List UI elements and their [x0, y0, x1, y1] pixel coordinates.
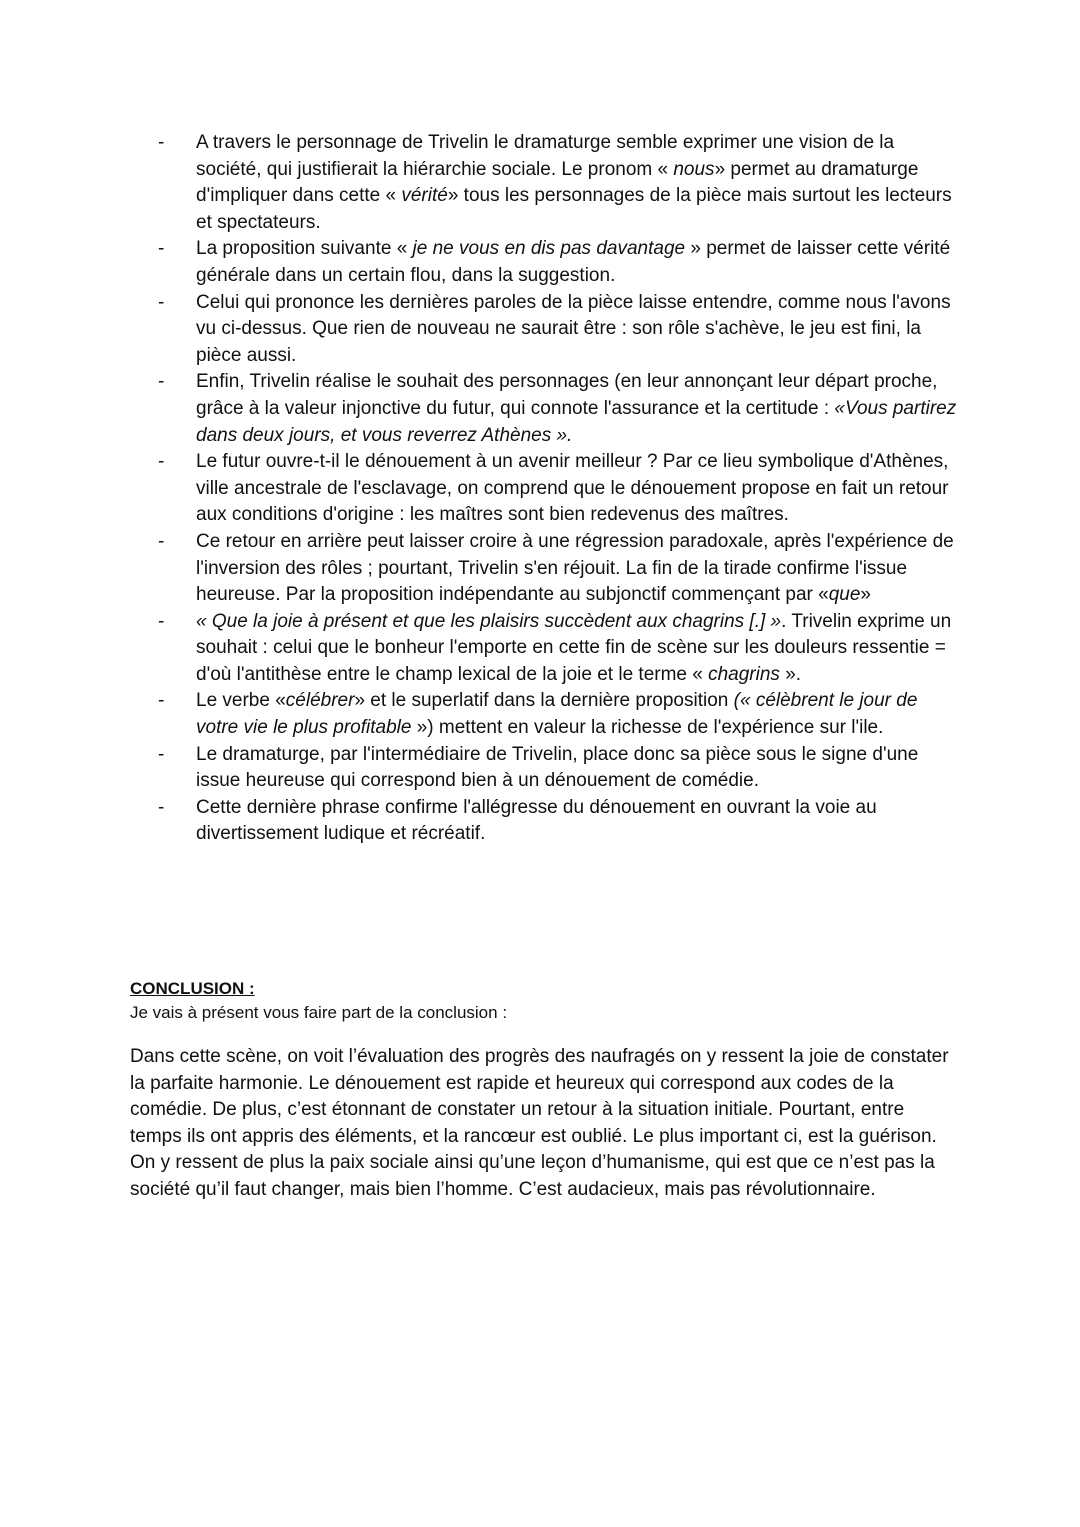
bullet-item	[130, 236, 960, 289]
bullet-text: » et le superlatif dans la dernière proposition	[354, 690, 734, 712]
bullet-text: Enfin, Trivelin réalise le souhait des personnages (en leur annonçant leur départ proche, grâce à la valeur injonctive du futur, qui connote l'assurance et la certitude :	[196, 371, 938, 419]
bullet-text: »	[860, 584, 871, 606]
italic-quote: vérité	[401, 185, 448, 207]
bullet-text: Le dramaturge, par l'intermédiaire de Trivelin, place donc sa pièce sous le signe d'une issue heureuse qui correspond bien à un dénouement de comédie.	[196, 743, 919, 792]
bullet-item	[130, 529, 960, 609]
bullet-dash: -	[158, 451, 165, 473]
bullet-dash: -	[158, 291, 165, 313]
bullet-dash: -	[158, 530, 165, 552]
bullet-text: Celui qui prononce les dernières paroles de la pièce laisse entendre, comme nous l'avons vu ci-dessus. Que rien de nouveau ne saurait être : son rôle s'achève, le jeu est fini, la pièce aussi.	[196, 291, 951, 366]
bullet-text: » permet de laisser cette vérité générale dans un certain flou, dans la suggestion.	[196, 238, 951, 286]
bullet-item	[130, 369, 960, 449]
bullet-dash: -	[158, 690, 165, 712]
conclusion-heading: CONCLUSION :	[130, 979, 255, 998]
italic-quote: « Que la joie à présent et que les plaisirs succèdent aux chagrins [.] »	[196, 610, 782, 632]
bullet-dash: -	[158, 132, 165, 153]
bullet-item	[130, 742, 960, 795]
italic-quote: nous	[673, 158, 715, 180]
bullet-text: Le verbe «	[196, 690, 286, 712]
italic-quote: célébrer	[285, 690, 355, 712]
italic-quote: (« célèbrent le jour de votre vie le plus profitable	[196, 690, 918, 739]
conclusion-intro: Je vais à présent vous faire part de la conclusion :	[130, 1003, 508, 1022]
bullet-text: ».	[779, 663, 802, 685]
bullet-text: ») mettent en valeur la richesse de l'expérience sur l'ile.	[411, 717, 884, 739]
bullet-item	[130, 609, 960, 689]
bullet-text: » permet au dramaturge d'impliquer dans cette «	[196, 158, 919, 207]
bullet-text: Ce retour en arrière peut laisser croire à une régression paradoxale, après l'expérience de l'inversion des rôles ; pourtant, Trivelin s'en réjouit. La fin de la tirade confirme l'issue heureuse. Par la proposition indépendante au subjonctif commençant par «	[196, 530, 954, 606]
italic-quote: «Vous partirez dans deux jours, et vous reverrez Athènes ».	[196, 397, 957, 446]
bullet-item	[130, 130, 960, 236]
bullet-item	[130, 449, 960, 529]
conclusion-section	[130, 977, 960, 1204]
bullet-text: La proposition suivante «	[196, 238, 413, 260]
italic-quote: chagrins	[708, 663, 780, 685]
bullet-dash: -	[158, 371, 165, 393]
bullet-item	[130, 795, 960, 848]
conclusion-paragraph: Dans cette scène, on voit l’évaluation des progrès des naufragés on y ressent la joie de constater la parfaite harmonie. Le dénouement est rapide et heureux qui correspond aux codes de la comédie. De plus, c’est étonnant de constater un retour à la situation initiale. Pourtant, entre temps ils ont appris des éléments, et la rancœur est oublié. Le plus important ci, est la guérison. On y ressent de plus la paix sociale ainsi qu’une leçon d’humanisme, qui est que ce n’est pas la société qu’il faut changer, mais bien l’homme. C’est audacieux, mais pas révolutionnaire.	[130, 1046, 949, 1200]
bullet-text: » tous les personnages de la pièce mais surtout les lecteurs et spectateurs.	[196, 185, 952, 233]
bullet-text: . Trivelin exprime un souhait : celui que le bonheur l'emporte en cette fin de scène sur les douleurs ressentie = d'où l'antithèse entre le champ lexical de la joie et le terme «	[196, 610, 952, 685]
bullet-dash: -	[158, 796, 165, 818]
italic-quote: que	[828, 584, 861, 606]
bullet-item	[130, 688, 960, 741]
italic-quote: je ne vous en dis pas davantage	[412, 238, 686, 260]
bullet-dash: -	[158, 238, 165, 260]
bullet-text: Le futur ouvre-t-il le dénouement à un avenir meilleur ? Par ce lieu symbolique d'Athènes, ville ancestrale de l'esclavage, on comprend que le dénouement propose en fait un retour aux conditions d'origine : les maîtres sont bien redevenus des maîtres.	[196, 451, 949, 526]
bullet-dash: -	[158, 743, 165, 765]
bullet-list	[130, 130, 960, 848]
bullet-text: A travers le personnage de Trivelin le dramaturge semble exprimer une vision de la société, qui justifierait la hiérarchie sociale. Le pronom «	[196, 132, 895, 180]
bullet-item	[130, 290, 960, 370]
bullet-text: Cette dernière phrase confirme l'allégresse du dénouement en ouvrant la voie au divertissement ludique et récréatif.	[196, 796, 877, 845]
bullet-dash: -	[158, 610, 165, 632]
